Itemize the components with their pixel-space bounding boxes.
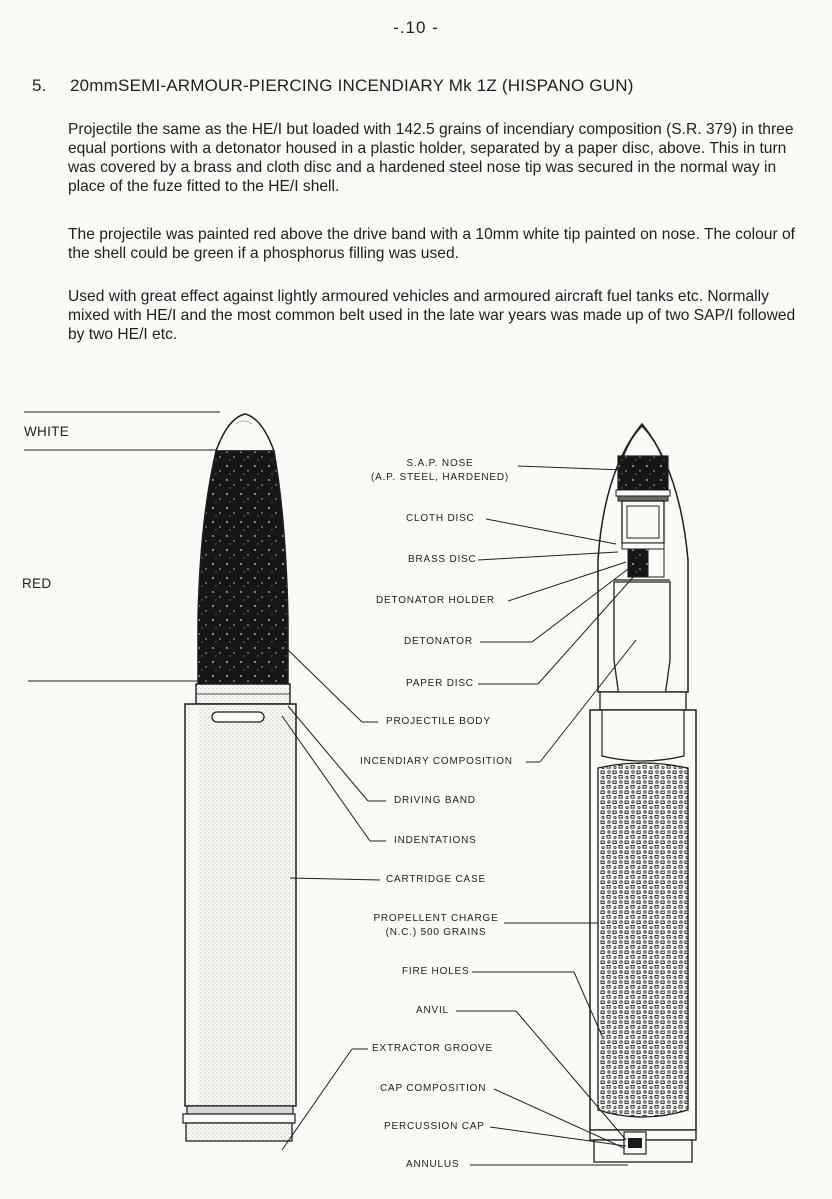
callout-paper-disc: PAPER DISC — [406, 678, 474, 689]
sectional-cartridge-view — [590, 424, 696, 1162]
paragraph-usage: Used with great effect against lightly armoured vehicles and armoured aircraft fuel tanks etc. Normally mixed with HE/I and the most common belt used in the late war years was made up of two SAP/I followed by two HE/I etc. — [68, 288, 796, 343]
callout-annulus: ANNULUS — [406, 1159, 460, 1170]
callout-brass-disc: BRASS DISC — [408, 554, 477, 565]
callout-anvil: ANVIL — [416, 1005, 449, 1016]
callout-cap-composition: CAP COMPOSITION — [380, 1083, 487, 1094]
callout-sap-nose — [360, 457, 520, 485]
paint-boundary-lines — [24, 412, 222, 681]
paragraph-projectile-description: Projectile the same as the HE/I but loaded with 142.5 grains of incendiary composition (S.R. 379) in three equal portions with a detonator housed in a plastic holder, separated by a paper disc, above. This in turn was covered by a brass and cloth disc and a hardened steel nose tip was secured in the normal way in place of the fuze fitted to the HE/I shell. — [68, 121, 794, 195]
callout-detonator: DETONATOR — [404, 636, 473, 647]
paragraph-paint-scheme: The projectile was painted red above the drive band with a 10mm white tip painted on nose. The colour of the shell could be green if a phosphorus filling was used. — [68, 226, 795, 262]
callout-indentations: INDENTATIONS — [394, 835, 477, 846]
callout-detonator-holder: DETONATOR HOLDER — [376, 595, 495, 606]
callout-incendiary-composition: INCENDIARY COMPOSITION — [360, 756, 513, 767]
callout-cloth-disc: CLOTH DISC — [406, 513, 475, 524]
callout-cartridge-case: CARTRIDGE CASE — [386, 874, 486, 885]
leader-lines — [282, 466, 636, 1165]
callout-propellent-charge-detail: (N.C.) 500 GRAINS — [385, 927, 487, 938]
callout-driving-band: DRIVING BAND — [394, 795, 476, 806]
red-paint-label: RED — [22, 576, 52, 591]
callout-projectile-body: PROJECTILE BODY — [386, 716, 491, 727]
callout-percussion-cap: PERCUSSION CAP — [384, 1121, 485, 1132]
section-title: 20mmSEMI-ARMOUR-PIERCING INCENDIARY Mk 1Z (HISPANO GUN) — [70, 76, 634, 95]
page-number: -.10 - — [393, 18, 439, 37]
callout-sap-nose-detail: (A.P. STEEL, HARDENED) — [370, 472, 509, 483]
section-number: 5. — [32, 76, 47, 95]
white-paint-label: WHITE — [24, 424, 69, 439]
callout-propellent-charge — [366, 912, 506, 940]
callout-sap-nose-title: S.A.P. NOSE — [406, 458, 474, 469]
callout-extractor-groove: EXTRACTOR GROOVE — [372, 1043, 493, 1054]
callout-propellent-charge-title: PROPELLENT CHARGE — [373, 913, 499, 924]
external-cartridge-view — [183, 414, 296, 1141]
callout-fire-holes: FIRE HOLES — [402, 966, 470, 977]
